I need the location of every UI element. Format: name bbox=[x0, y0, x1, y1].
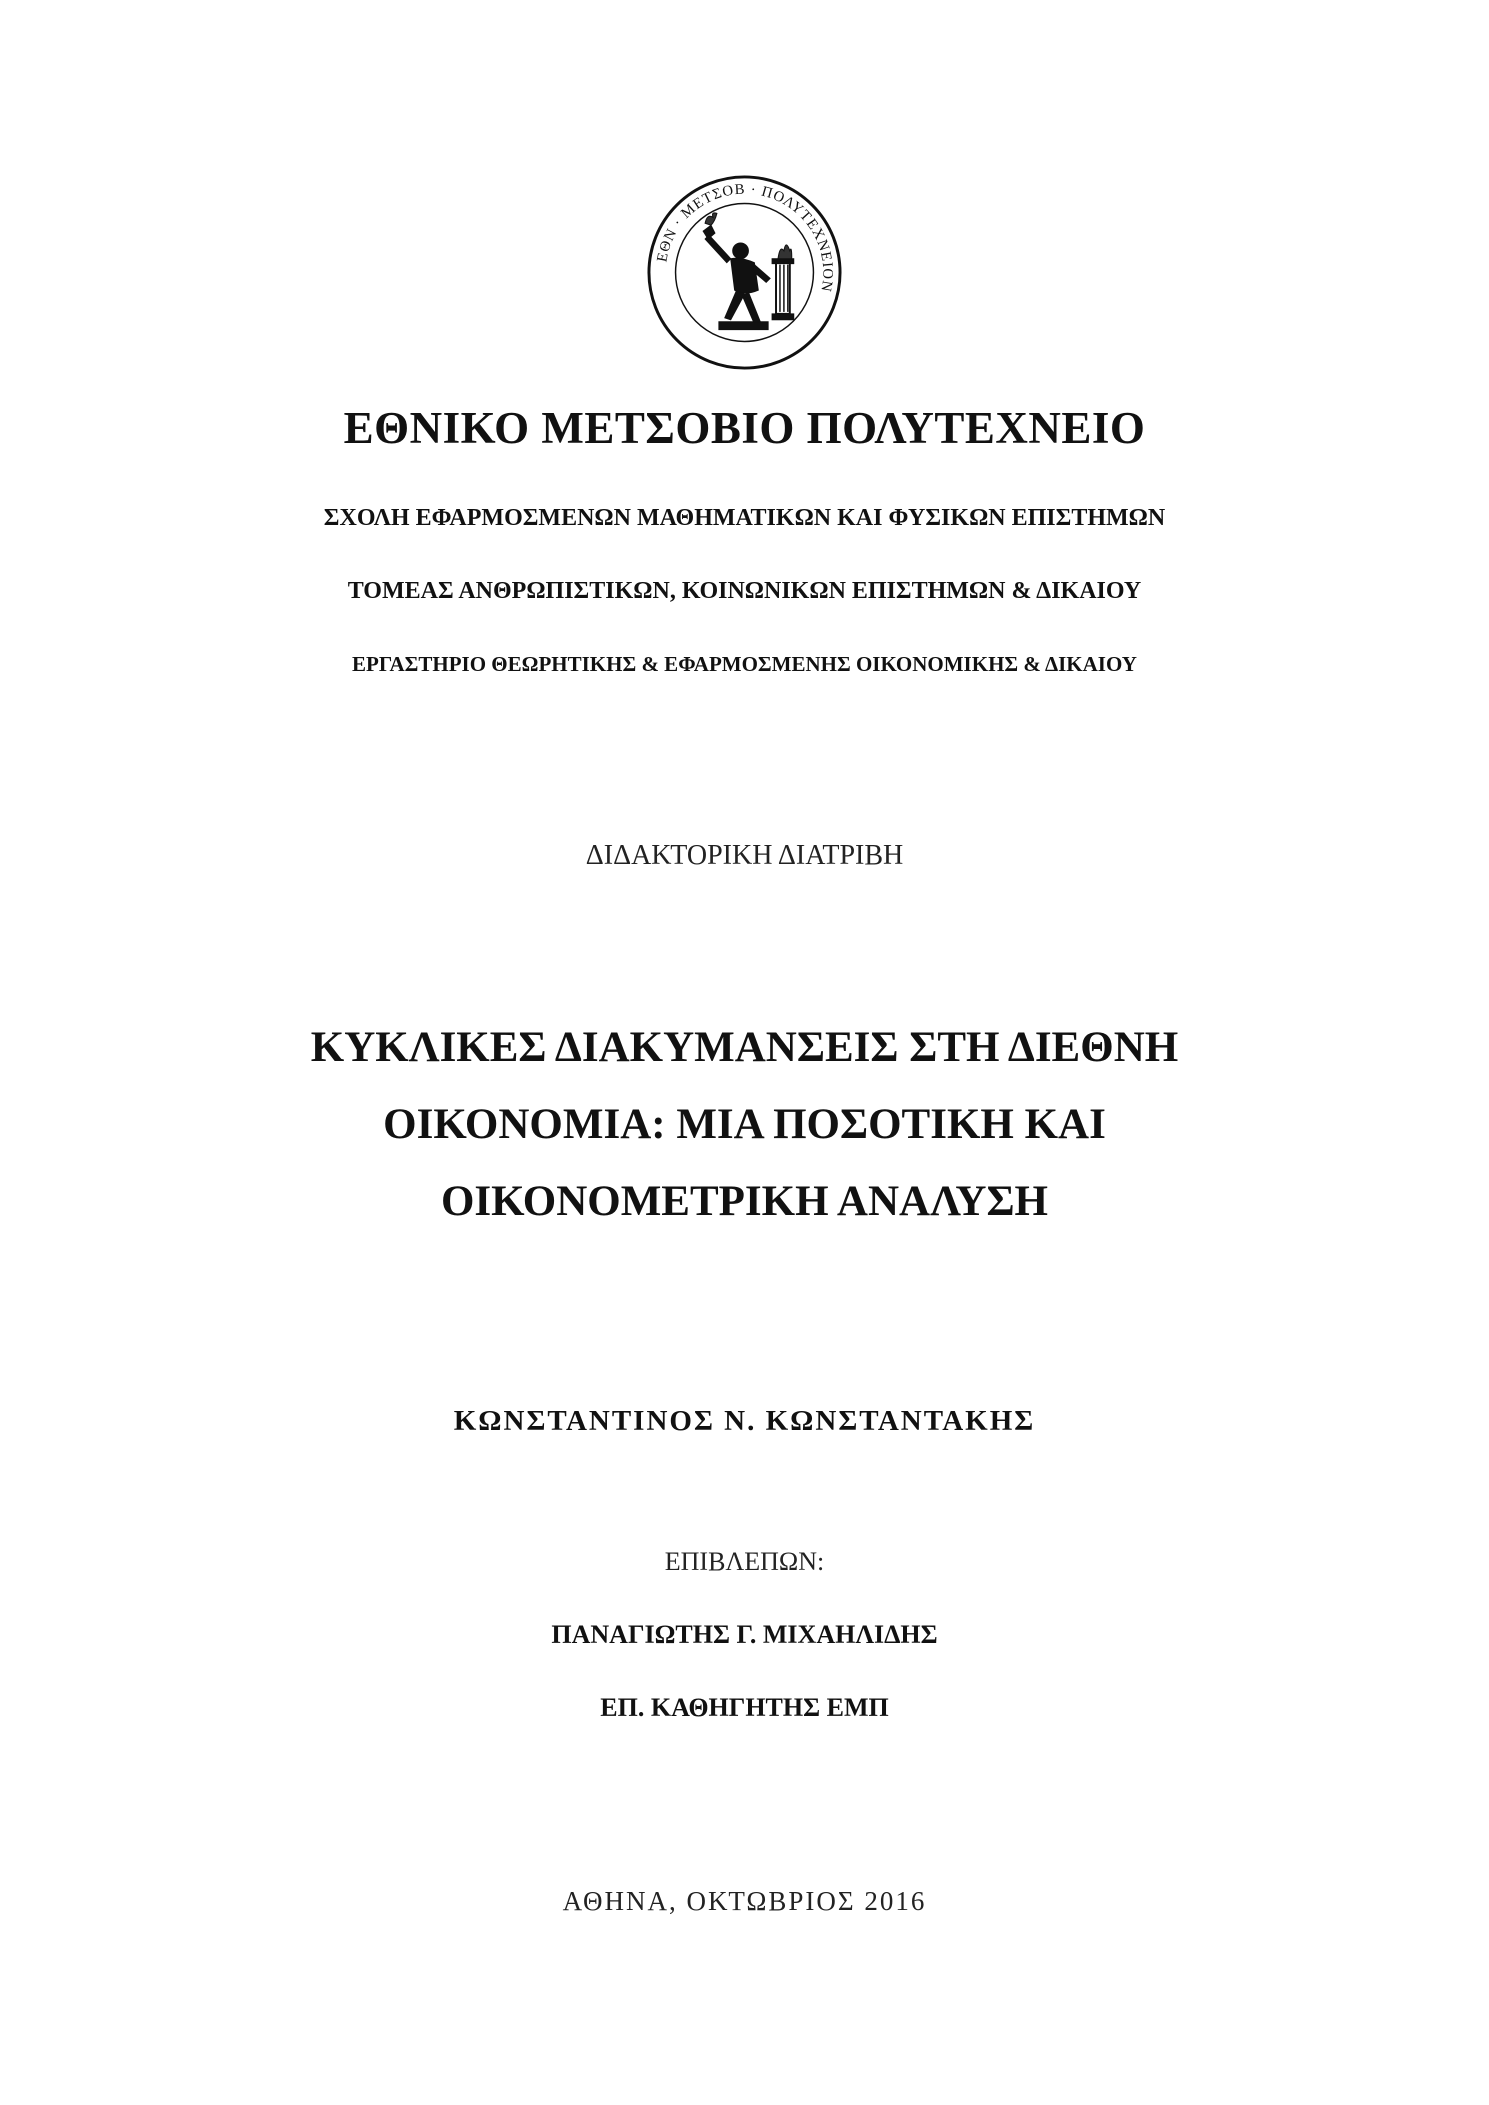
place-and-date: ΑΘΗΝΑ, ΟΚΤΩΒΡΙΟΣ 2016 bbox=[562, 1886, 927, 1916]
university-name: ΕΘΝΙΚΟ ΜΕΤΣΟΒΙΟ ΠΟΛΥΤΕΧΝΕΙΟ bbox=[343, 403, 1146, 453]
department-name: ΤΟΜΕΑΣ ΑΝΘΡΩΠΙΣΤΙΚΩΝ, ΚΟΙΝΩΝΙΚΩΝ ΕΠΙΣΤΗΜΩΝ & ΔΙΚΑΙΟΥ bbox=[347, 578, 1142, 604]
laboratory-name: ΕΡΓΑΣΤΗΡΙΟ ΘΕΩΡΗΤΙΚΗΣ & ΕΦΑΡΜΟΣΜΕΝΗΣ ΟΙΚΟΝΟΜΙΚΗΣ & ΔΙΚΑΙΟΥ bbox=[352, 652, 1137, 676]
document-type: ΔΙΔΑΚΤΟΡΙΚΗ ΔΙΑΤΡΙΒΗ bbox=[585, 840, 904, 871]
ntua-seal-icon bbox=[646, 174, 843, 371]
thesis-title-line-1: ΚΥΚΛΙΚΕΣ ΔΙΑΚΥΜΑΝΣΕΙΣ ΣΤΗ ΔΙΕΘΝΗ bbox=[310, 1024, 1179, 1071]
school-name: ΣΧΟΛΗ ΕΦΑΡΜΟΣΜΕΝΩΝ ΜΑΘΗΜΑΤΙΚΩΝ ΚΑΙ ΦΥΣΙΚΩΝ ΕΠΙΣΤΗΜΩΝ bbox=[323, 505, 1166, 531]
supervisor-title: ΕΠ. ΚΑΘΗΓΗΤΗΣ ΕΜΠ bbox=[600, 1693, 889, 1722]
thesis-title-line-3: ΟΙΚΟΝΟΜΕΤΡΙΚΗ ΑΝΑΛΥΣΗ bbox=[440, 1178, 1049, 1225]
author-name: ΚΩΝΣΤΑΝΤΙΝΟΣ Ν. ΚΩΝΣΤΑΝΤΑΚΗΣ bbox=[453, 1405, 1036, 1437]
thesis-title-line-2: ΟΙΚΟΝΟΜΙΑ: ΜΙΑ ΠΟΣΟΤΙΚΗ ΚΑΙ bbox=[383, 1101, 1106, 1148]
seal-text: ΕΘΝ · ΜΕΤΣΟΒ · ΠΟΛΥΤΕΧΝΕΙΟΝ bbox=[654, 181, 836, 294]
supervisor-name: ΠΑΝΑΓΙΩΤΗΣ Γ. ΜΙΧΑΗΛΙΔΗΣ bbox=[551, 1620, 938, 1649]
supervisor-label: ΕΠΙΒΛΕΠΩΝ: bbox=[664, 1547, 825, 1576]
